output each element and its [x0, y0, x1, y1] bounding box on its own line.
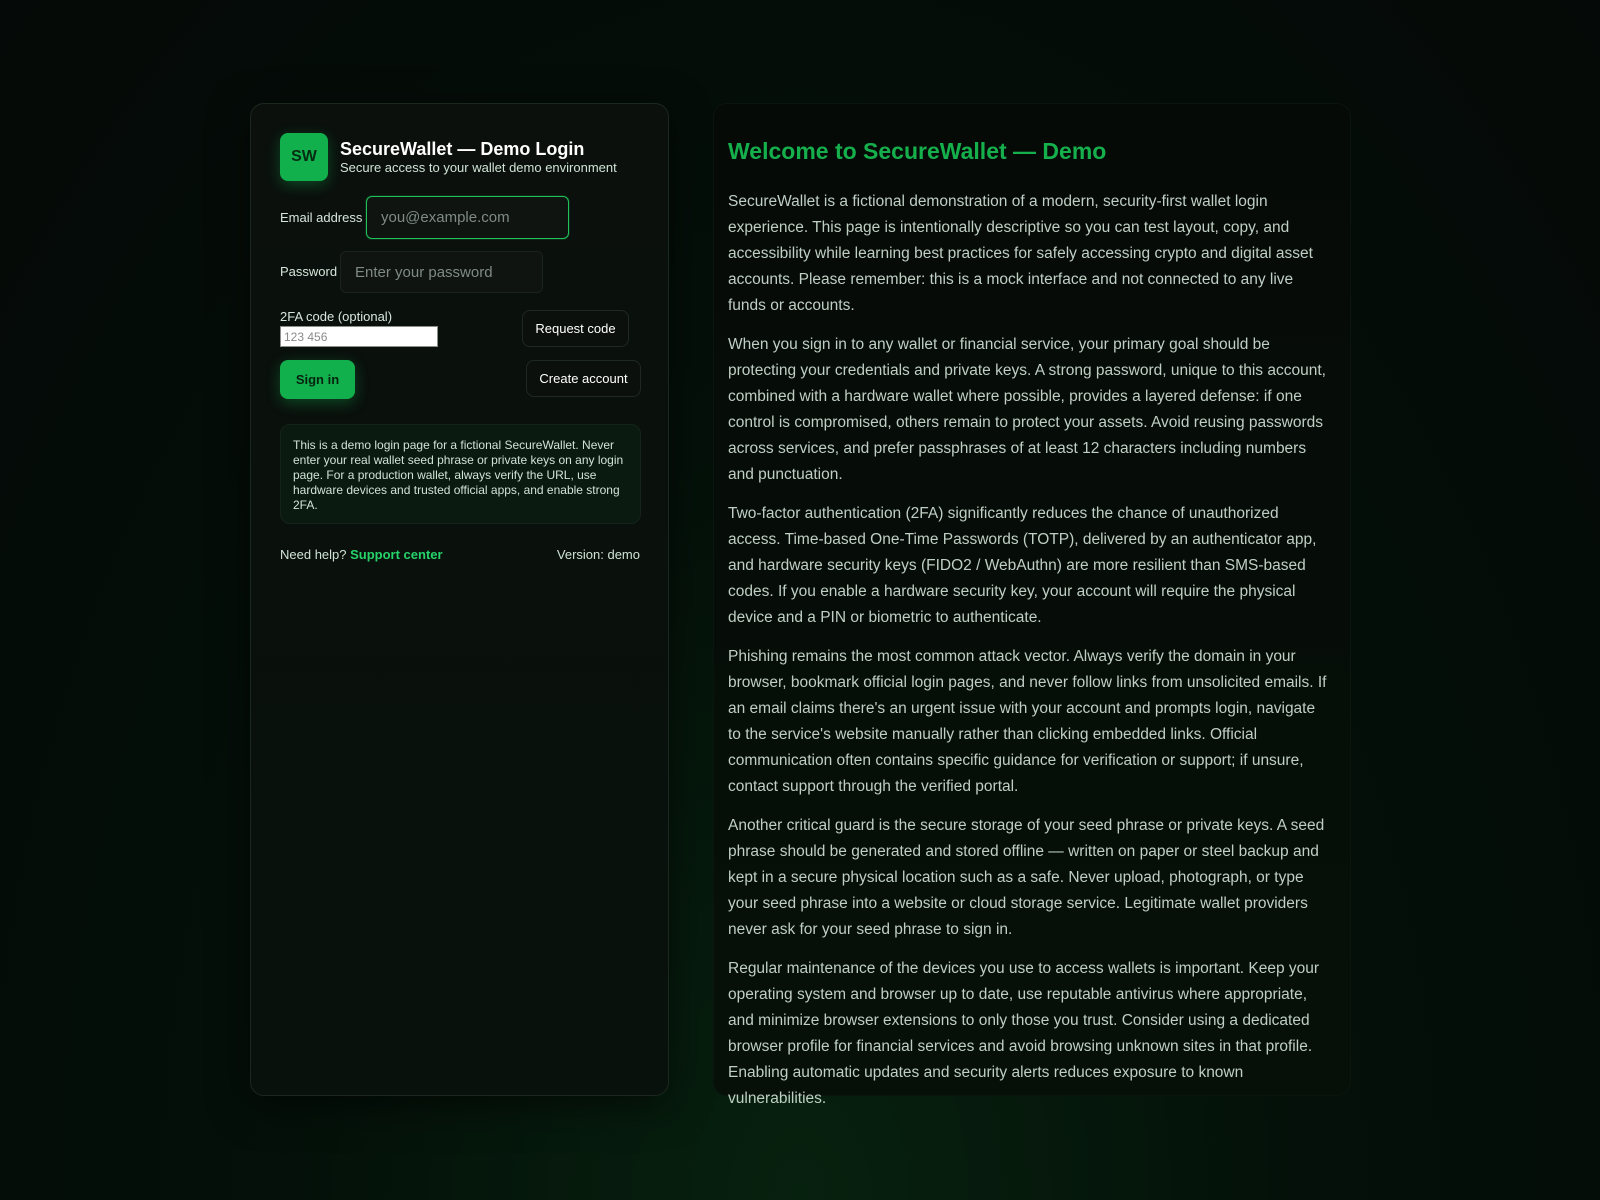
- password-field[interactable]: [340, 251, 543, 293]
- info-paragraph: Two-factor authentication (2FA) significantly reduces the chance of unauthorized access. Time-based One-Time Passwords (TOTP), delivered by an authenticator app, and hardware security keys (FIDO2 / WebAuthn) are more resilient than SMS-based codes. If you enable a hardware security key, your account will require the physical device and a PIN or biometric to authenticate.: [728, 505, 1317, 626]
- twofa-label: 2FA code (optional): [280, 309, 393, 324]
- create-account-button[interactable]: Create account: [526, 360, 641, 397]
- version-label: Version: demo: [556, 547, 640, 562]
- help-text: [280, 547, 443, 562]
- info-paragraph: Regular maintenance of the devices you use to access wallets is important. Keep your operating system and browser up to date, use reputable antivirus where appropriate, and minimize browser extensions to only those you trust. Consider using a dedicated browser profile for financial services and avoid browsing unknown sites in that profile. Enabling automatic updates and security alerts reduces exposure to known vulnerabilities.: [728, 960, 1320, 1107]
- request-code-button[interactable]: Request code: [522, 310, 629, 347]
- support-center-link[interactable]: Support center: [350, 547, 443, 562]
- help-label: Need help?: [280, 547, 347, 562]
- info-paragraph: Phishing remains the most common attack vector. Always verify the domain in your browser, bookmark official login pages, and never follow links from unsolicited emails. If an email claims there's an urgent issue with your account and prompts login, navigate to the service's website manually rather than clicking embedded links. Official communication often contains specific guidance for verification or support; if unsure, contact support through the verified portal.: [728, 648, 1327, 795]
- welcome-title: Welcome to SecureWallet — Demo: [728, 138, 1107, 164]
- email-label: Email address: [280, 210, 363, 225]
- sign-in-button[interactable]: Sign in: [280, 360, 355, 399]
- brand-header: [280, 133, 617, 181]
- logo: SW: [280, 133, 328, 181]
- login-card: [250, 103, 669, 1096]
- password-label: Password: [280, 264, 338, 279]
- info-paragraph: Another critical guard is the secure storage of your seed phrase or private keys. A seed phrase should be generated and stored offline — written on paper or steel backup and kept in a secure physical location such as a safe. Never upload, photograph, or type your seed phrase into a website or cloud storage service. Legitimate wallet providers never ask for your seed phrase to sign in.: [728, 817, 1325, 938]
- info-paragraph: When you sign in to any wallet or financial service, your primary goal should be protecting your credentials and private keys. A strong password, unique to this account, combined with a hardware wallet where possible, provides a layered defense: if one control is compromised, others remain to protect your assets. Avoid reusing passwords across services, and prefer passphrases of at least 12 characters including numbers and punctuation.: [728, 336, 1326, 483]
- page-subtitle: Secure access to your wallet demo environment: [340, 160, 617, 175]
- page-title: SecureWallet — Demo Login: [340, 139, 585, 159]
- brand-text: [340, 138, 617, 176]
- email-field[interactable]: [366, 196, 569, 239]
- twofa-field[interactable]: [280, 326, 438, 347]
- demo-notice: This is a demo login page for a fictional SecureWallet. Never enter your real wallet seed phrase or private keys on any login page. For a production wallet, always verify the URL, use hardware devices and trusted official apps, and enable strong 2FA.: [280, 424, 641, 524]
- info-panel: [713, 103, 1351, 1107]
- info-paragraph: SecureWallet is a fictional demonstration of a modern, security-first wallet login experience. This page is intentionally descriptive so you can test layout, copy, and accessibility while learning best practices for safely accessing crypto and digital asset accounts. Please remember: this is a mock interface and not connected to any live funds or accounts.: [728, 193, 1313, 314]
- info-body: [728, 189, 1328, 1125]
